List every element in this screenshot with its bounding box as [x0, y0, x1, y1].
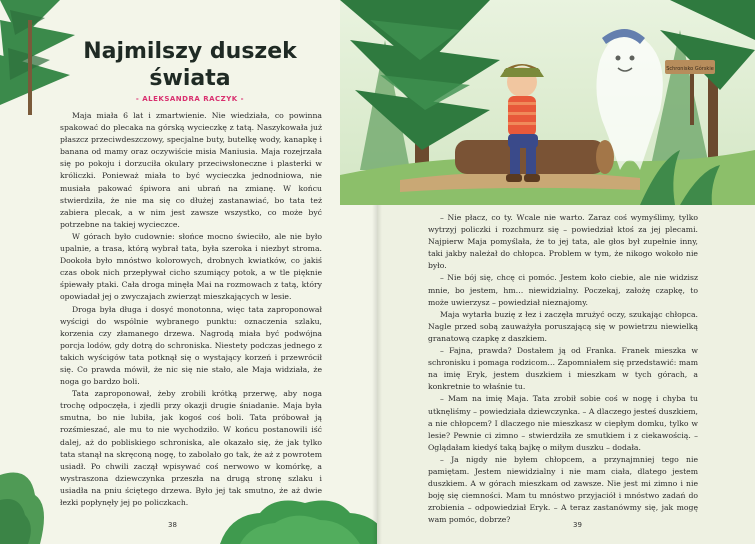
paragraph: Maja miała 6 lat i zmartwienie. Nie wiedziała, co powinna spakować do plecaka na górską wycieczkę z tatą. Naszykowała już płaszcz przeciwdeszczowy, specjalne buty, butelkę wody, kanapkę i banana od mamy oraz oczywiście misia Maniusia. Maja rozejrzała się po pokoju i dorzuciła okulary przeciwsłoneczne i plasterki w króliczki. Ponieważ miała to być wycieczka jednodniowa, nie musiała pakować śpiwora ani ubrań na zmianę. W końcu stwierdziła, że nie ma się co dłużej zastanawiać, bo tata też zabiera plecak, a w nim jest zawsze wszystko, co może być potrzebne na takiej wycieczce. [60, 111, 322, 229]
page-number-left: 38 [168, 521, 177, 529]
paragraph: W górach było cudownie: słońce mocno świeciło, ale nie było upalnie, a trasa, którą wybrał tata, była szeroka i niezbyt stroma. Dookoła było mnóstwo kolorowych, drobnych kwiatków, co jakiś czas obok nich przepływał cicho szumiący potok, a w tle pięknie śpiewały ptaki. Cała droga minęła Mai na rozmowach z tatą, który opowiadał jej o zwyczajach zwierząt mieszkających w lesie. [60, 231, 322, 302]
paragraph: – Nie płacz, co ty. Wcale nie warto. Zaraz coś wymyślimy, tylko wytrzyj policzki i rozchmurz się – powiedział ktoś za jej plecami. Najpierw Maja pomyślała, że to jej tata, ale głos był zupełnie inny, taki jakby należał do chłopca. Problem w tym, że nikogo wokoło nie było. [428, 213, 698, 271]
left-text-column [60, 110, 322, 509]
author-name: - ALEKSANDRA RACZYK - [135, 95, 245, 103]
bush-bottom-left-illustration [0, 455, 60, 544]
paragraph: Tata zaproponował, żeby zrobili krótką przerwę, aby noga trochę odpoczęła, i zjedli przy okazji drugie śniadanie. Maja była smutna, bo nie lubiła, jak kogoś coś boli. Tata próbował ją rozśmieszać, ale mu to nie wychodziło. W końcu postanowili iść dalej, aż do pobliskiego schroniska, ale okazało się, że jak tylko tata stanął na skręconą nogę, to zabolało go tak, że aż z powrotem usiadł. Po chwili zaczął wpisywać coś nerwowo w komórkę, a wystraszona dziewczynka przeszła na drugą stronę szlaku i usiadła na pniu ściętego drzewa. Było jej tak smutno, że aż dwie łezki popłynęły jej po policzkach. [60, 389, 322, 507]
paragraph: – Fajna, prawda? Dostałem ją od Franka. Franek mieszka w schronisku i pomaga rodzicom… Zapomniałem się przedstawić: mam na imię Eryk, jestem duszkiem i mieszkam w tych górach, a konkretnie to właśnie tu. [428, 346, 698, 392]
sign-text: Schronisko Górskie [666, 66, 714, 72]
left-page [0, 0, 377, 544]
page-number-right: 39 [573, 521, 582, 529]
forest-illustration [340, 0, 755, 205]
right-text-column [428, 212, 698, 526]
bush-bottom-center-illustration [220, 495, 390, 544]
paragraph: – Mam na imię Maja. Tata zrobił sobie coś w nogę i chyba tu utknęliśmy – powiedziała dziewczynka. – A dlaczego jesteś duszkiem, a nie chłopcem? I dlaczego nie mieszkasz w ciepłym domku, tylko w lesie? Pewnie ci zimno – stwierdziła ze smutkiem i z ciekawością. – Oglądałam kiedyś taką bajkę o miłym duszku – dodała. [428, 394, 698, 452]
paragraph: Droga była długa i dosyć monotonna, więc tata zaproponował wyścigi do wspólnie wybranego punktu: oznaczenia szlaku, korzenia czy złamanego drzewa. Nagrodą miała być podwójna porcja lodów, gdy dotrą do schroniska. Niestety podczas jednego z takich wyścigów tata potknął się o wystający korzeń i przewrócił się. Co prawda mówił, że nic się nie stało, ale Maja widziała, że noga go bardzo boli. [60, 304, 322, 387]
paragraph: Maja wytarła buzię z łez i zaczęła mrużyć oczy, szukając chłopca. Nagle przed sobą zauważyła poruszającą się w powietrzu niewielką granatową czapkę z daszkiem. [428, 309, 698, 343]
story-title: Najmilszy duszek świata [83, 39, 297, 91]
paragraph: – Ja nigdy nie byłem chłopcem, a przynajmniej tego nie pamiętam. Jestem niewidzialny i nie mam ciała, dlatego jestem duszkiem. A w górach mieszkam od zawsze. Nie jest mi zimno i nie boję się ciemności. Mam tu mnóstwo przyjaciół i mnóstwo zadań do zrobienia – odpowiedział Eryk. – A teraz zastanówmy się, jak mogę wam pomóc, dobrze? [428, 454, 698, 525]
paragraph: – Nie bój się, chcę ci pomóc. Jestem koło ciebie, ale nie widzisz mnie, bo jestem, hm… niewidzialny. Poczekaj, założę czapkę, to może uwierzysz – powiedział nieznajomy. [428, 273, 698, 307]
